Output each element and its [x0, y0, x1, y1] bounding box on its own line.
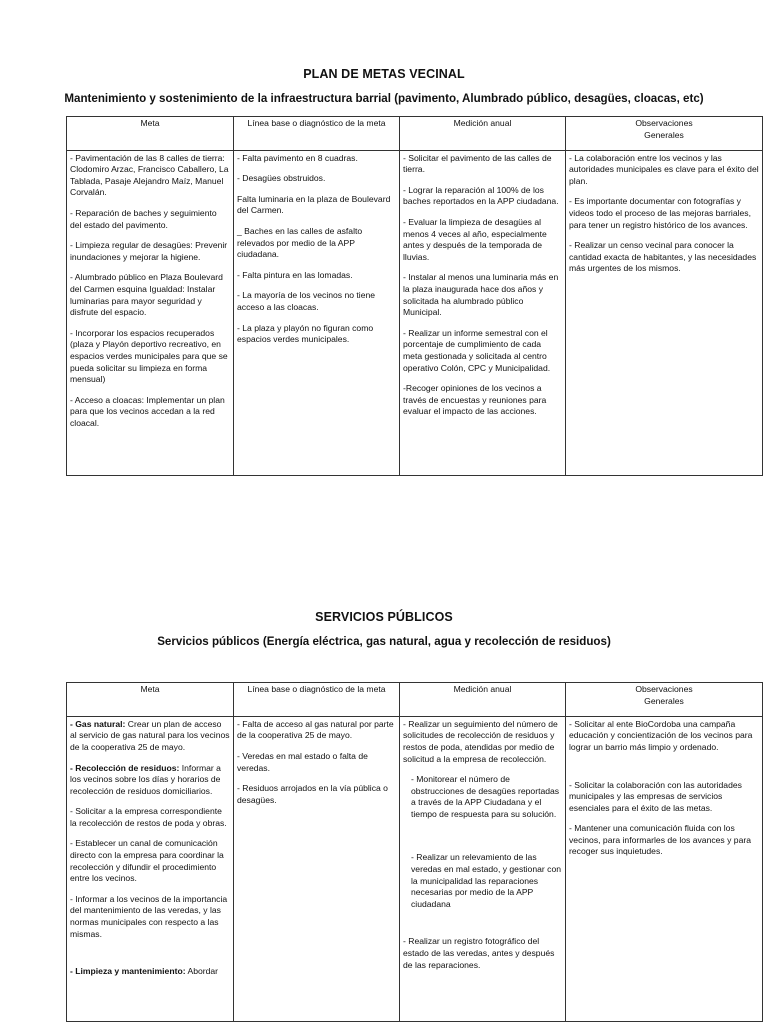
- observaciones-item: - Solicitar al ente BioCordoba una campaña educación y concientización de los vecinos para lograr un barrio más limpio y ordenado.: [569, 718, 753, 752]
- cell-meta: [67, 150, 234, 475]
- meta-item-heading: - Gas natural:: [70, 718, 126, 729]
- cell-linea-base: [234, 716, 400, 1021]
- table-row: [67, 150, 763, 475]
- col-header-observaciones-line2: Generales: [644, 129, 684, 140]
- plan-title: PLAN DE METAS VECINAL: [303, 67, 465, 81]
- medicion-item: -Recoger opiniones de los vecinos a través de encuestas y reuniones para evaluar el impacto de las acciones.: [403, 383, 547, 417]
- linea-base-item: Falta luminaria en la plaza de Boulevard del Carmen.: [237, 193, 391, 216]
- meta-item: [70, 838, 230, 884]
- medicion-item: - Instalar al menos una luminaria más en la plaza inaugurada hace dos años y solicitada ha alumbrado público Municipal.: [403, 272, 559, 318]
- meta-item: - Reparación de baches y seguimiento del estado del pavimento.: [70, 208, 217, 230]
- meta-item-text: - Establecer un canal de comunicación directo con la empresa para coordinar la recolección y difundir el procedimiento entre los vecinos.: [70, 838, 224, 884]
- cell-observaciones: [566, 150, 763, 475]
- medicion-item: - Realizar un informe semestral con el porcentaje de cumplimiento de cada meta gestionada y solicitada al centro operativo Colón, CPC y Municipalidad.: [403, 327, 551, 373]
- table-row: [67, 716, 763, 1021]
- plan-table: [66, 116, 763, 476]
- servicios-table: [66, 682, 763, 1022]
- medicion-item: - Realizar un registro fotográfico del estado de las veredas, antes y después de las reparaciones.: [403, 936, 555, 970]
- medicion-item: - Monitorear el número de obstrucciones de desagües reportadas a través de la APP Ciudadana y el tiempo de respuesta para su solución.: [411, 774, 560, 819]
- observaciones-item: - La colaboración entre los vecinos y las autoridades municipales es clave para el éxito del plan.: [569, 152, 759, 186]
- medicion-item: - Realizar un relevamiento de las veredas en mal estado, y gestionar con la municipalidad las reparaciones necesarias por medio de la APP ciudadana: [411, 852, 562, 909]
- col-header-linea-base: Línea base o diagnóstico de la meta: [234, 683, 400, 717]
- observaciones-item: - Realizar un censo vecinal para conocer la cantidad exacta de habitantes, y las necesidades más urgentes de los mismos.: [569, 240, 757, 274]
- col-header-observaciones: [566, 117, 763, 151]
- linea-base-item: - Residuos arrojados en la vía pública o desagües.: [237, 783, 388, 805]
- col-header-medicion: Medición anual: [400, 683, 566, 717]
- linea-base-item: - Veredas en mal estado o falta de veredas.: [237, 750, 368, 773]
- linea-base-item: - Falta de acceso al gas natural por parte de la cooperativa 25 de mayo.: [237, 718, 394, 741]
- medicion-item: - Lograr la reparación al 100% de los baches reportados en la APP ciudadana.: [403, 184, 559, 207]
- meta-item-text: Crear un plan de acceso al servicio de gas natural para los vecinos de la cooperativa 25 de mayo.: [70, 718, 230, 752]
- meta-item-text: Informar a los vecinos sobre los días y horarios de recolección de residuos domiciliarios.: [70, 762, 221, 796]
- col-header-meta: Meta: [67, 683, 234, 717]
- meta-item-heading: - Recolección de residuos:: [70, 762, 180, 773]
- servicios-title: SERVICIOS PÚBLICOS: [315, 610, 453, 624]
- col-header-observaciones-line1: Observaciones: [635, 684, 693, 694]
- meta-item: - Acceso a cloacas: Implementar un plan para que los vecinos accedan a la red cloacal.: [70, 394, 225, 428]
- meta-item: [70, 806, 230, 829]
- meta-item: [70, 763, 230, 798]
- meta-item: - Incorporar los espacios recuperados (plaza y Playón deportivo recreativo, en espacios verdes municipales para que se pueda solicitar su limpieza en forma mensual): [70, 327, 228, 385]
- medicion-item: - Evaluar la limpieza de desagües al menos 4 veces al año, especialmente antes y después de la temporada de lluvias.: [403, 217, 547, 262]
- cell-medicion: [400, 716, 566, 1021]
- linea-base-item: - La plaza y playón no figuran como espacios verdes municipales.: [237, 322, 374, 345]
- meta-item: [70, 719, 230, 754]
- cell-medicion: [400, 150, 566, 475]
- observaciones-item: - Solicitar la colaboración con las autoridades municipales y las empresas de servicios esenciales para el éxito de las metas.: [569, 779, 742, 813]
- col-header-linea-base: Línea base o diagnóstico de la meta: [234, 117, 400, 151]
- linea-base-item: _ Baches en las calles de asfalto relevados por medio de la APP ciudadana.: [237, 226, 363, 260]
- col-header-observaciones-line2: Generales: [644, 695, 684, 706]
- meta-item: - Pavimentación de las 8 calles de tierra: Clodomiro Arzac, Francisco Caballero, La Tablada, Pasaje Alejandro Maíz, Manuel Corvalán.: [70, 152, 229, 198]
- meta-item: - Alumbrado público en Plaza Boulevard del Carmen esquina Igualdad: Instalar luminarias para mayor seguridad y disfrute del espacio.: [70, 272, 223, 318]
- cell-observaciones: [566, 716, 763, 1021]
- col-header-meta: Meta: [67, 117, 234, 151]
- linea-base-item: - Falta pintura en las lomadas.: [237, 269, 353, 280]
- meta-item-heading: - Limpieza y mantenimiento:: [70, 966, 186, 977]
- observaciones-item: - Es importante documentar con fotografías y videos todo el proceso de las mejoras barriales, para tener un registro histórico de los avances.: [569, 196, 751, 230]
- cell-meta: [67, 716, 234, 1021]
- col-header-observaciones-line1: Observaciones: [635, 118, 693, 128]
- meta-item: [70, 894, 230, 940]
- meta-item-text: - Solicitar a la empresa correspondiente la recolección de restos de poda y obras.: [70, 806, 227, 828]
- table-header-row: [67, 683, 763, 717]
- cell-linea-base: [234, 150, 400, 475]
- linea-base-item: - La mayoría de los vecinos no tiene acceso a las cloacas.: [237, 290, 376, 313]
- col-header-observaciones: [566, 683, 763, 717]
- medicion-item: - Solicitar el pavimento de las calles de tierra.: [403, 152, 552, 175]
- meta-item-text: - Informar a los vecinos de la importancia del mantenimiento de las veredas, y las normas municipales con respecto a las mismas.: [70, 893, 228, 939]
- linea-base-item: - Falta pavimento en 8 cuadras.: [237, 152, 358, 163]
- meta-item-text: Abordar: [185, 966, 219, 977]
- servicios-subtitle: Servicios públicos (Energía eléctrica, gas natural, agua y recolección de residuos): [157, 635, 611, 648]
- meta-item: [70, 966, 230, 978]
- plan-subtitle: Mantenimiento y sostenimiento de la infraestructura barrial (pavimento, Alumbrado público, desagües, cloacas, etc): [64, 92, 704, 105]
- col-header-medicion: Medición anual: [400, 117, 566, 151]
- observaciones-item: - Mantener una comunicación fluida con los vecinos, para informarles de los avances y para recoger sus inquietudes.: [569, 823, 751, 857]
- linea-base-item: - Desagües obstruidos.: [237, 173, 326, 184]
- medicion-item: - Realizar un seguimiento del número de solicitudes de recolección de residuos y restos de poda, atendidas por medio de solicitud a la empresa de recolección.: [403, 718, 558, 764]
- table-header-row: [67, 117, 763, 151]
- meta-item: - Limpieza regular de desagües: Prevenir inundaciones y mejorar la higiene.: [70, 240, 228, 262]
